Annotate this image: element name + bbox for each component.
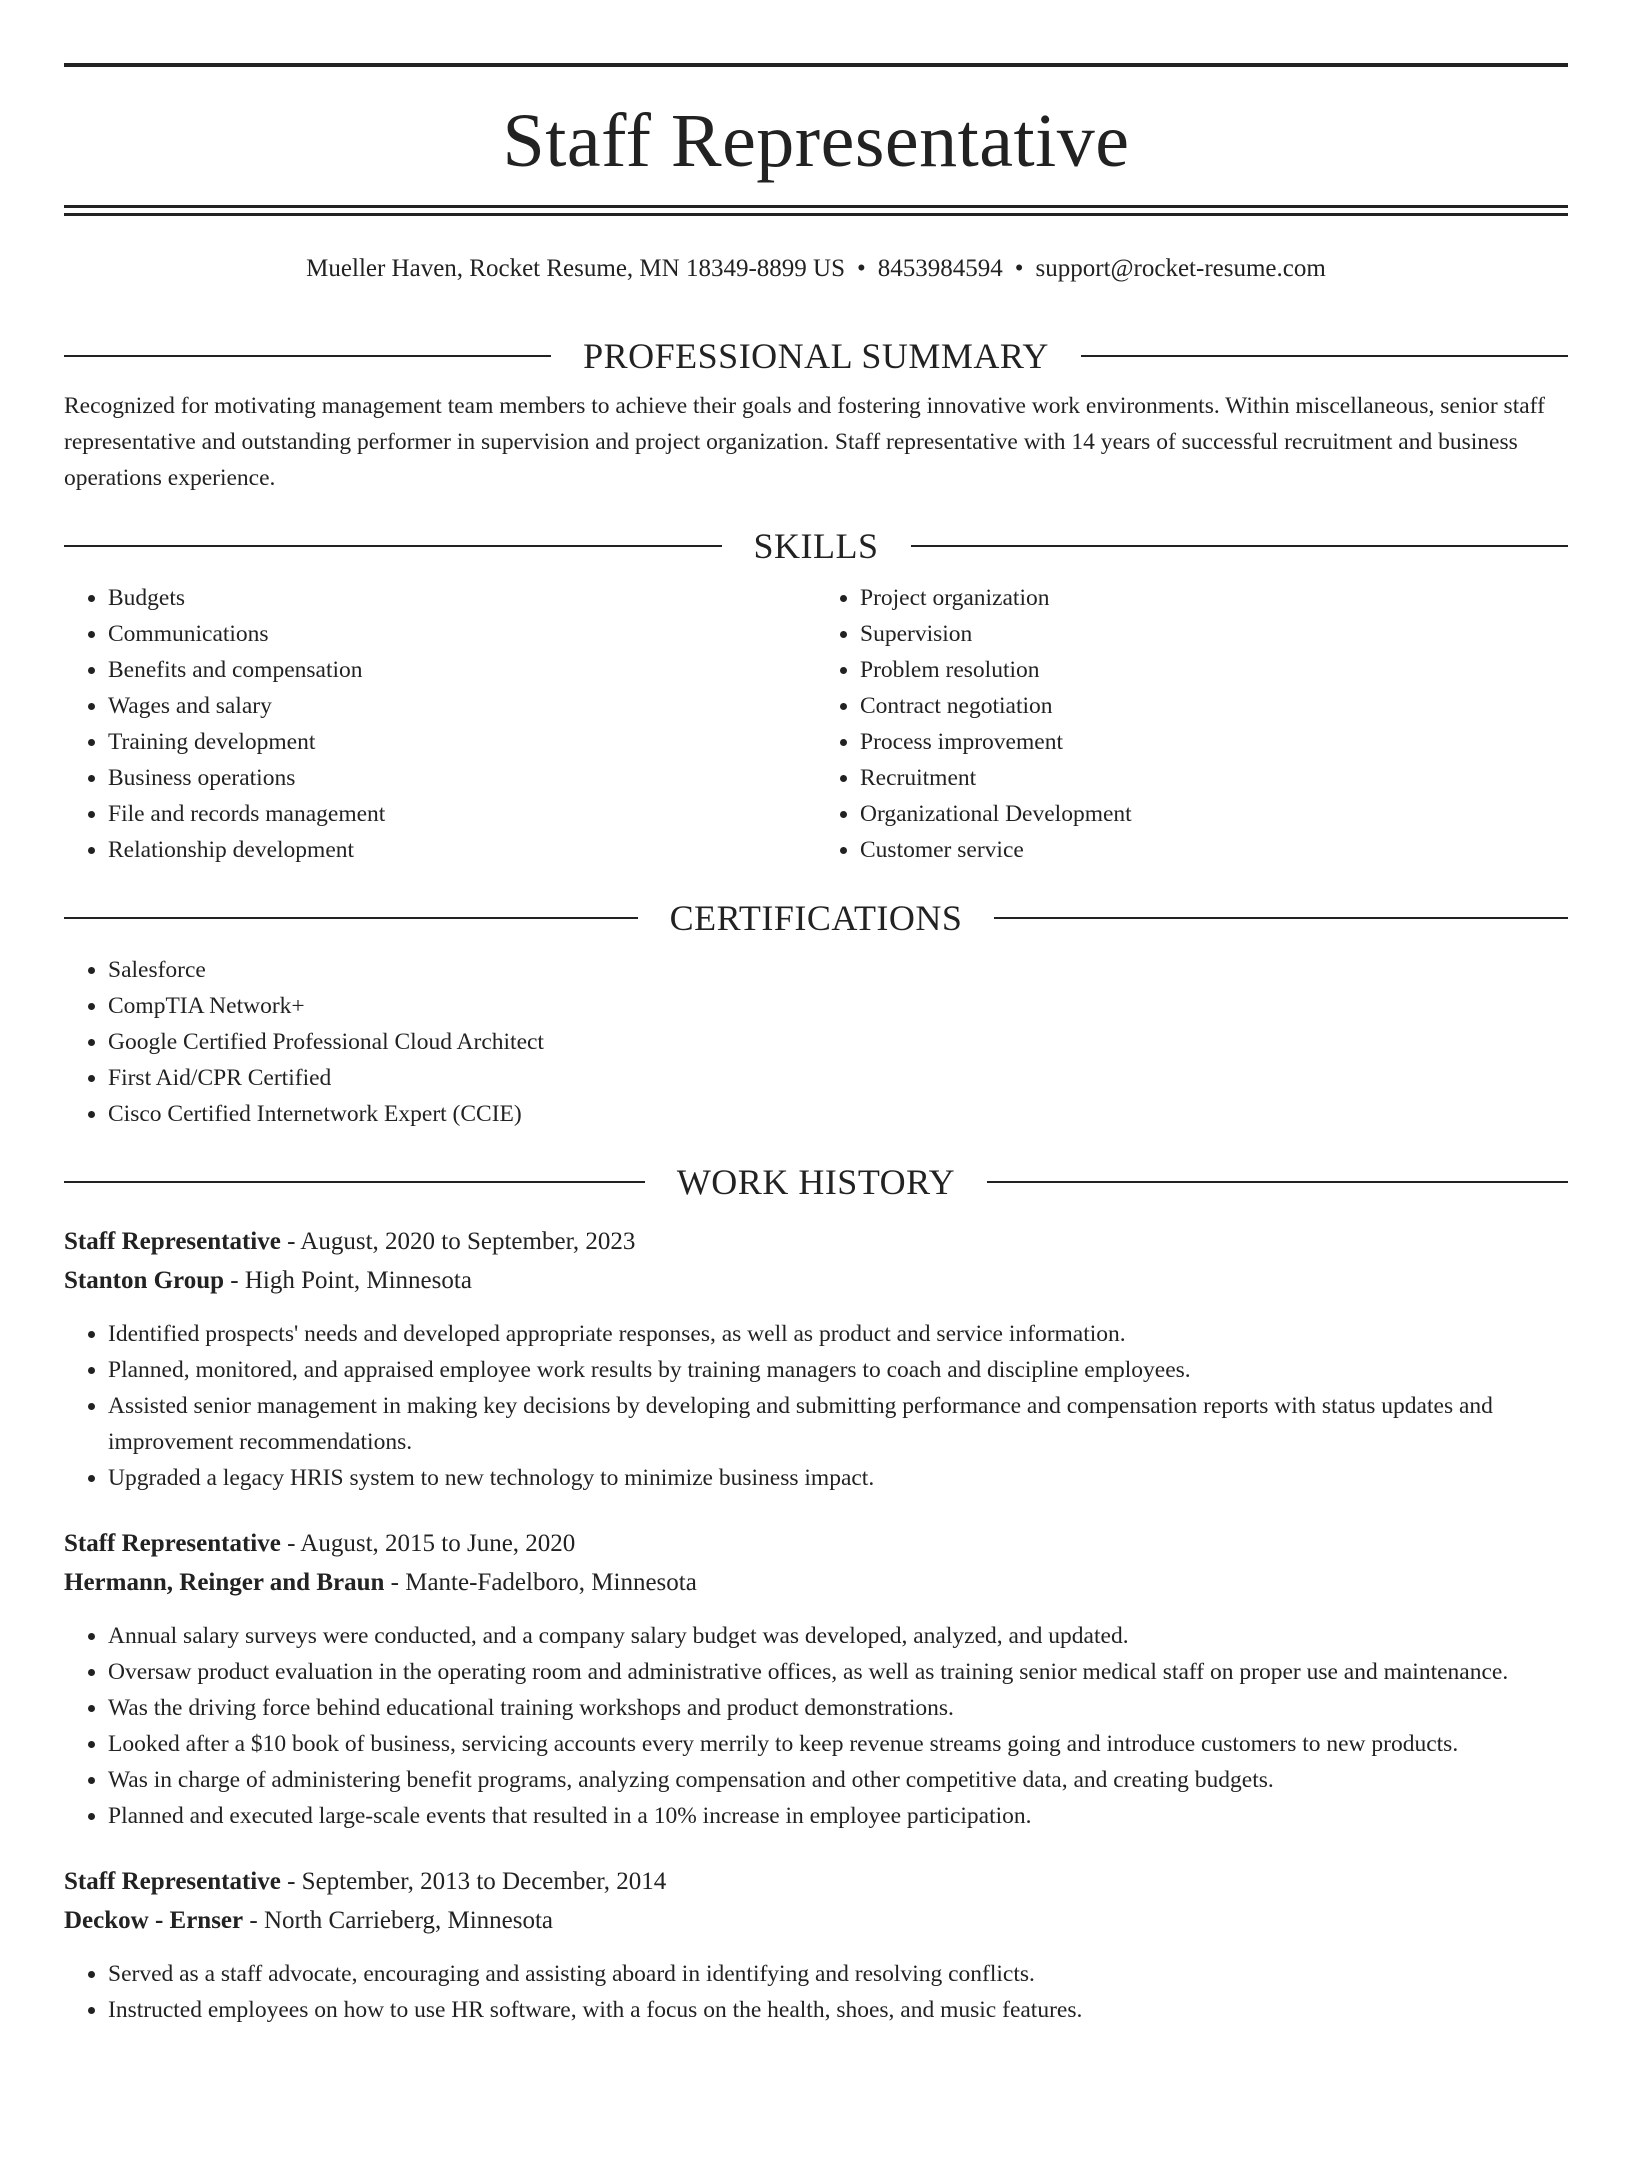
skills-list-right <box>816 580 1568 868</box>
contact-separator: • <box>1014 255 1024 282</box>
header-rule <box>64 545 722 547</box>
resume-title: Staff Representative <box>502 99 1130 183</box>
job-bullet: • Planned, monitored, and appraised employee work results by training managers to coach and discipline employees. <box>108 1352 1568 1388</box>
job-location: - Mante-Fadelboro, Minnesota <box>384 1569 697 1596</box>
job-company: Deckow - Ernser <box>64 1907 244 1934</box>
skill-item: • Communications <box>108 616 816 652</box>
skill-item: • Process improvement <box>860 724 1568 760</box>
top-rule <box>64 63 1568 67</box>
job-bullet: • Served as a staff advocate, encouraging and assisting aboard in identifying and resolving conflicts. <box>108 1956 1568 1992</box>
job-title-line <box>64 1862 1568 1901</box>
header-rule <box>64 1181 645 1183</box>
title-double-rule <box>64 205 1568 216</box>
skill-item: • Organizational Development <box>860 796 1568 832</box>
certification-item: • Google Certified Professional Cloud Architect <box>108 1024 1568 1060</box>
job-entry <box>64 1222 1568 1496</box>
section-header-certifications <box>64 896 1568 940</box>
summary-text: Recognized for motivating management team members to achieve their goals and fostering innovative work environments. Within miscellaneous, senior staff representative and outstanding performer in supervision and project organization. Staff representative with 14 years of successful recruitment and business operations experience. <box>64 393 1545 491</box>
job-title: Staff Representative <box>64 1530 281 1557</box>
job-entry <box>64 1862 1568 2028</box>
skill-item: • Budgets <box>108 580 816 616</box>
job-title-line <box>64 1524 1568 1563</box>
job-bullet: • Planned and executed large-scale events that resulted in a 10% increase in employee participation. <box>108 1798 1568 1834</box>
job-dates: - August, 2020 to September, 2023 <box>280 1228 636 1255</box>
job-entry <box>64 1524 1568 1834</box>
job-company-line <box>64 1261 1568 1300</box>
skill-item: • File and records management <box>108 796 816 832</box>
job-location: - High Point, Minnesota <box>224 1267 472 1294</box>
certification-item: • Cisco Certified Internetwork Expert (CCIE) <box>108 1096 1568 1132</box>
job-company-line <box>64 1901 1568 1940</box>
contact-address: Mueller Haven, Rocket Resume, MN 18349-8899 US <box>306 255 845 282</box>
skill-item: • Supervision <box>860 616 1568 652</box>
skill-item: • Customer service <box>860 832 1568 868</box>
job-dates: - September, 2013 to December, 2014 <box>280 1868 667 1895</box>
skill-item: • Project organization <box>860 580 1568 616</box>
job-title: Staff Representative <box>64 1228 281 1255</box>
skill-item: • Business operations <box>108 760 816 796</box>
skill-item: • Wages and salary <box>108 688 816 724</box>
job-bullet: • Identified prospects' needs and developed appropriate responses, as well as product and service information. <box>108 1316 1568 1352</box>
section-title: SKILLS <box>753 526 879 566</box>
section-header-summary <box>64 334 1568 378</box>
contact-email: support@rocket-resume.com <box>1035 255 1326 282</box>
header-rule <box>64 355 551 357</box>
certifications-list <box>64 952 1568 1132</box>
job-bullet: • Assisted senior management in making key decisions by developing and submitting performance and compensation reports with status updates and improvement recommendations. <box>108 1388 1568 1460</box>
contact-line <box>64 254 1568 294</box>
job-bullet-list <box>64 1316 1568 1496</box>
skill-item: • Recruitment <box>860 760 1568 796</box>
skill-item: • Benefits and compensation <box>108 652 816 688</box>
header-rule <box>911 545 1569 547</box>
header-rule <box>994 917 1568 919</box>
certification-item: • Salesforce <box>108 952 1568 988</box>
job-bullet: • Oversaw product evaluation in the operating room and administrative offices, as well as training senior medical staff on proper use and maintenance. <box>108 1654 1568 1690</box>
job-dates: - August, 2015 to June, 2020 <box>280 1530 576 1557</box>
skill-item: • Contract negotiation <box>860 688 1568 724</box>
skill-item: • Problem resolution <box>860 652 1568 688</box>
header-rule <box>987 1181 1568 1183</box>
job-title-line <box>64 1222 1568 1261</box>
resume-page <box>0 63 1632 2175</box>
contact-separator: • <box>856 255 866 282</box>
header-rule <box>64 917 638 919</box>
job-title: Staff Representative <box>64 1868 281 1895</box>
header-rule <box>1081 355 1568 357</box>
job-location: - North Carrieberg, Minnesota <box>243 1907 554 1934</box>
job-bullet: • Was in charge of administering benefit programs, analyzing compensation and other competitive data, and creating budgets. <box>108 1762 1568 1798</box>
section-title: PROFESSIONAL SUMMARY <box>583 336 1049 376</box>
contact-phone: 8453984594 <box>877 255 1003 282</box>
job-bullet-list <box>64 1618 1568 1834</box>
skills-columns <box>64 580 1568 868</box>
job-bullet: • Annual salary surveys were conducted, and a company salary budget was developed, analyzed, and updated. <box>108 1618 1568 1654</box>
section-title: WORK HISTORY <box>676 1162 956 1202</box>
skill-item: • Training development <box>108 724 816 760</box>
job-bullet-list <box>64 1956 1568 2028</box>
job-company-line <box>64 1563 1568 1602</box>
job-bullet: • Looked after a $10 book of business, servicing accounts every merrily to keep revenue streams going and introduce customers to new products. <box>108 1726 1568 1762</box>
skill-item: • Relationship development <box>108 832 816 868</box>
job-bullet: • Upgraded a legacy HRIS system to new technology to minimize business impact. <box>108 1460 1568 1496</box>
work-history-list <box>64 1222 1568 2028</box>
section-title: CERTIFICATIONS <box>669 898 963 938</box>
certification-item: • First Aid/CPR Certified <box>108 1060 1568 1096</box>
job-company: Stanton Group <box>64 1267 225 1294</box>
skills-list-left <box>64 580 816 868</box>
job-bullet: • Instructed employees on how to use HR software, with a focus on the health, shoes, and music features. <box>108 1992 1568 2028</box>
certification-item: • CompTIA Network+ <box>108 988 1568 1024</box>
section-header-work-history <box>64 1160 1568 1204</box>
job-company: Hermann, Reinger and Braun <box>64 1569 385 1596</box>
job-bullet: • Was the driving force behind educational training workshops and product demonstrations. <box>108 1690 1568 1726</box>
section-header-skills <box>64 524 1568 568</box>
